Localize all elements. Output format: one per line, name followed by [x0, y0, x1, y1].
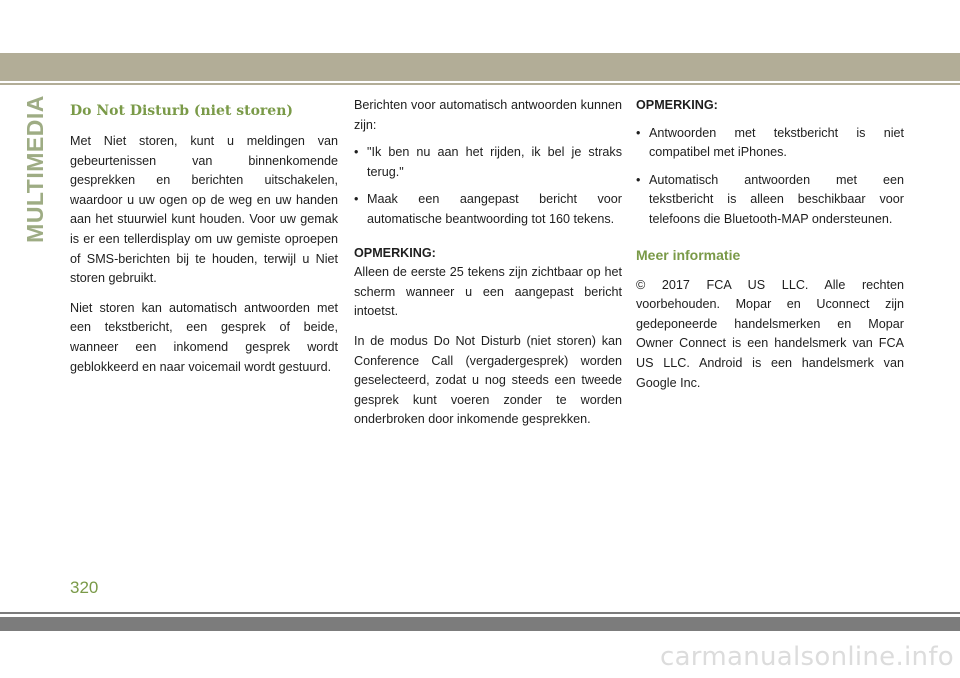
paragraph: © 2017 FCA US LLC. Alle rechten voorbehouden. Mopar en Uconnect zijn gedeponeerde handelsmerken en Mopar Owner Connect is een handelsmerk van FCA US LLC. Android is een handelsmerk van Google Inc. — [636, 277, 904, 390]
footer-band — [0, 617, 960, 631]
bullet-list — [354, 143, 622, 229]
list-item: • Automatisch antwoorden met een tekstbericht is alleen beschikbaar voor telefoons die Bluetooth-MAP ondersteunen. — [636, 171, 904, 230]
section-side-label: MULTIMEDIA — [22, 95, 48, 243]
paragraph: Niet storen kan automatisch antwoorden met een tekstbericht, een gesprek of beide, wanneer een inkomend gesprek wordt geblokkeerd en naar voicemail wordt gestuurd. — [70, 300, 338, 374]
site-watermark: carmanualsonline.info — [659, 642, 954, 672]
page-number: 320 — [70, 578, 99, 597]
note-label: OPMERKING: — [354, 245, 436, 260]
header-band — [0, 53, 960, 81]
column-2 — [354, 96, 622, 440]
note-text: Alleen de eerste 25 tekens zijn zichtbaar op het scherm wanneer u een aangepast bericht intoetst. — [354, 265, 622, 319]
header-rule — [0, 83, 960, 85]
footer-rule — [0, 612, 960, 614]
paragraph: Berichten voor automatisch antwoorden kunnen zijn: — [354, 98, 622, 132]
paragraph: Met Niet storen, kunt u meldingen van gebeurtenissen van binnenkomende gesprekken en berichten uitschakelen, waardoor u uw ogen op de weg en uw handen aan het stuurwiel kunt houden. Voor uw gemak is er een tellerdisplay om uw gemiste oproepen of SMS-berichten bij te houden, terwijl u Niet storen gebruikt. — [70, 134, 338, 286]
section-heading-do-not-disturb: Do Not Disturb (niet storen) — [70, 103, 293, 119]
paragraph: In de modus Do Not Disturb (niet storen) kan Conference Call (vergadergesprek) worden geselecteerd, zodat u nog steeds een tweede gesprek kunt voeren zonder te worden onderbroken door inkomende gesprekken. — [354, 333, 622, 427]
note-label: OPMERKING: — [636, 98, 718, 112]
section-heading-meer-informatie: Meer informatie — [636, 246, 741, 263]
bullet-list — [636, 124, 904, 230]
list-item: • "Ik ben nu aan het rijden, ik bel je straks terug." — [354, 143, 622, 182]
column-3 — [636, 96, 904, 403]
list-item: • Antwoorden met tekstbericht is niet compatibel met iPhones. — [636, 124, 904, 163]
list-item: • Maak een aangepast bericht voor automatische beantwoording tot 160 tekens. — [354, 190, 622, 229]
column-1 — [70, 96, 338, 387]
